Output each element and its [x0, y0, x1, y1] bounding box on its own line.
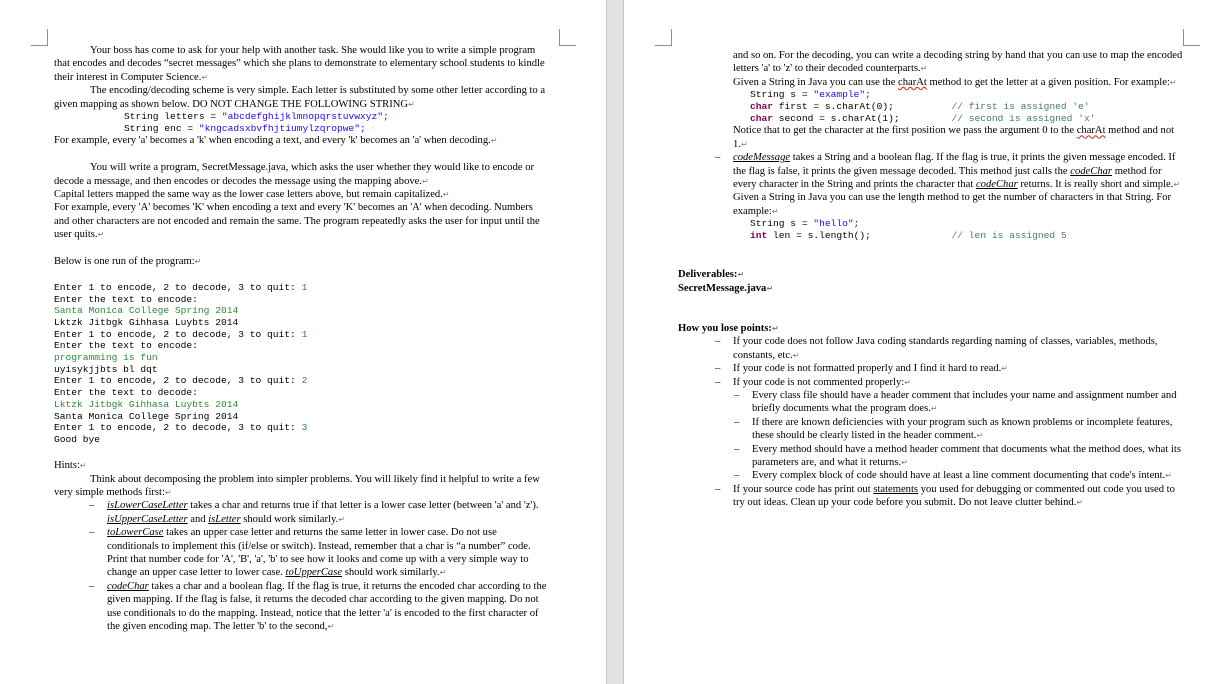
hints-intro: Think about decomposing the problem into simpler problems. You will likely find it helpful to write a few very simple methods first:↵	[54, 473, 540, 498]
lose-point-item: – If your code is not formatted properly and I find it hard to read.↵	[733, 362, 1183, 375]
deliverables-heading: Deliverables:↵	[678, 269, 745, 281]
run-line: Lktzk Jitbgk Gihhasa Luybts 2014	[54, 398, 239, 410]
crop-mark-top-left	[31, 29, 48, 46]
code-letters-line: String letters = "abcdefghijklmnopqrstuvwxyz";	[124, 111, 389, 123]
program-run-output	[54, 282, 549, 446]
code-enc-line: String enc = "kngcadsxbvfhjtiumylzqropwe"; ·	[124, 122, 375, 134]
charat-paragraph: Given a String in Java you can use the charAt method to get the letter at a given position. For example:↵	[733, 76, 1177, 88]
run-line: programming is fun	[54, 352, 158, 364]
run-line: Good bye	[54, 434, 101, 445]
code-line: int len = s.length(); // len is assigned 5	[750, 229, 1067, 241]
run-line: Lktzk Jitbgk Gihhasa Luybts 2014	[54, 316, 239, 328]
run-line: Santa Monica College Spring 2014	[54, 305, 239, 317]
comment-rule-item: – Every complex block of code should have at least a line comment documenting that code's intent.↵	[752, 469, 1183, 482]
right-column	[678, 49, 1183, 510]
code-line: char first = s.charAt(0); // first is assigned 'e'	[750, 100, 1090, 112]
codemessage-list	[733, 151, 1183, 241]
hints-label: Hints:↵	[54, 460, 87, 472]
scheme-paragraph: The encoding/decoding scheme is very simple. Each letter is substituted by some other letter according to a given mapping as shown below. DO NOT CHANGE THE FOLLOWING STRING↵	[54, 85, 546, 110]
decoding-paragraph: and so on. For the decoding, you can write a decoding string by hand that you can use to map the encoded letters 'a' to 'z' to their decoded counterparts.↵	[733, 50, 1183, 75]
deliverable-file: SecretMessage.java↵	[678, 282, 774, 294]
comment-rule-item: – Every method should have a method header comment that documents what the method does, what its parameters are, and what it returns.↵	[752, 443, 1183, 470]
run-line: Enter 1 to encode, 2 to decode, 3 to quit: 3	[54, 422, 308, 434]
hint-item-codechar: – codeChar takes a char and a boolean flag. If the flag is true, it returns the encoded char according to the given mapping. If the flag is false, it returns the decoded char according to the given mapping. Do not use conditionals to do the mapping. Instead, notice that the letter 'a' is encoded to the first character of the given encoding map. The letter 'b' to the second,↵	[107, 580, 549, 634]
lose-point-item: – If your code is not commented properly:↵ – Every class file should have a header comment that includes your name and assignment number and briefly documents what the program does.↵ – If there are known deficiencies with your program such as known problems or incomplete features, these should be clearly listed in the header comment.↵ – Every method should have a method header comment that documents what the method does, what its parameters are, and what it returns.↵ – Every complex block of code should have at least a line comment documenting that code's intent.↵	[733, 376, 1183, 483]
comment-rules-list	[733, 389, 1183, 483]
crop-mark-top-right	[1183, 29, 1200, 46]
run-line: Enter the text to encode:	[54, 293, 204, 305]
charat-code-block	[733, 89, 1183, 124]
hint-item-islowercase: – isLowerCaseLetter takes a char and returns true if that letter is a lower case letter (between 'a' and 'z'). isUpperCaseLetter and isLetter should work similarly.↵	[107, 499, 549, 526]
comment-rule-item: – Every class file should have a header comment that includes your name and assignment number and briefly documents what the program does.↵	[752, 389, 1183, 416]
comment-rule-item: – If there are known deficiencies with your program such as known problems or incomplete features, these should be clearly listed in the header comment.↵	[752, 416, 1183, 443]
run-line: Enter the text to decode:	[54, 387, 204, 399]
hint-item-tolowercase: – toLowerCase takes an upper case letter and returns the same letter in lower case. Do not use conditionals to implement this (if/else or switch). Instead, remember that a char is “a number” code. Print that number code for 'A', 'B', 'a', 'b' to see how it looks and come up with a very simple way to change an upper case letter to lower case. toUpperCase should work similarly.↵	[107, 526, 549, 580]
program-paragraph: You will write a program, SecretMessage.java, which asks the user whether they would like to encode or decode a message, and then encodes or decodes the message using the mapping above.↵ Capital letters mapped the same way as the lower case letters above, but remain capitalized.↵	[54, 162, 535, 201]
run-line: Enter 1 to encode, 2 to decode, 3 to quit: 2	[54, 375, 308, 387]
hint-item-codemessage: – codeMessage takes a String and a boolean flag. If the flag is true, it prints the given message encoded. If the flag is false, it prints the given message decoded. This method just calls the codeChar method for every character in the String and prints the character that codeChar returns. It is really short and simple.↵ Given a String in Java you can use the length method to get the number of characters in that String. For example:↵ String s = "hello"; int len = s.length(); // len is assigned 5	[733, 151, 1183, 241]
lose-point-item: – If your source code has print out statements you used for debugging or commented out code you used to try out ideas. Clean up your code before you submit. Do not leave clutter behind.↵	[733, 483, 1183, 510]
length-code-block	[733, 218, 1183, 241]
run-line: Enter the text to encode:	[54, 340, 204, 352]
left-column	[54, 44, 549, 633]
lose-point-item: – If your code does not follow Java coding standards regarding naming of classes, variables, methods, constants, etc.↵	[733, 335, 1183, 362]
crop-mark-top-left	[655, 29, 672, 46]
code-line: String s = "hello";	[750, 218, 860, 230]
example-paragraph: For example, every 'a' becomes a 'k' when encoding a text, and every 'k' becomes an 'a' when decoding.↵	[54, 135, 498, 147]
code-line: String s = "example";	[750, 89, 871, 101]
hints-list	[54, 499, 549, 633]
intro-paragraph: Your boss has come to ask for your help with another task. She would like you to write a simple program that encodes and decodes “secret messages” which she plans to demonstrate to elementary school students to kindle their interest in Computer Science.↵	[54, 45, 545, 83]
page-gutter	[606, 0, 624, 684]
lose-points-heading: How you lose points:↵	[678, 322, 779, 334]
notice-paragraph: Notice that to get the character at the first position we pass the argument 0 to the charAt method and not 1.↵	[733, 125, 1175, 150]
lose-points-list	[714, 335, 1183, 509]
run-intro: Below is one run of the program:↵	[54, 256, 202, 268]
capital-paragraph: For example, every 'A' becomes 'K' when encoding a text and every 'K' becomes an 'A' when decoding. Numbers and other characters are not encoded and remain the same. The program repeatedly asks the user for input until the user quits.↵	[54, 202, 540, 241]
run-line: Enter 1 to encode, 2 to decode, 3 to quit: 1	[54, 281, 308, 293]
page-right	[624, 0, 1207, 684]
run-line: uyisykjjbts bl dqt	[54, 363, 158, 375]
code-line: char second = s.charAt(1); // second is assigned 'x'	[750, 112, 1096, 124]
run-line: Enter 1 to encode, 2 to decode, 3 to quit: 1	[54, 328, 308, 340]
crop-mark-top-right	[559, 29, 576, 46]
run-line: Santa Monica College Spring 2014	[54, 410, 239, 422]
